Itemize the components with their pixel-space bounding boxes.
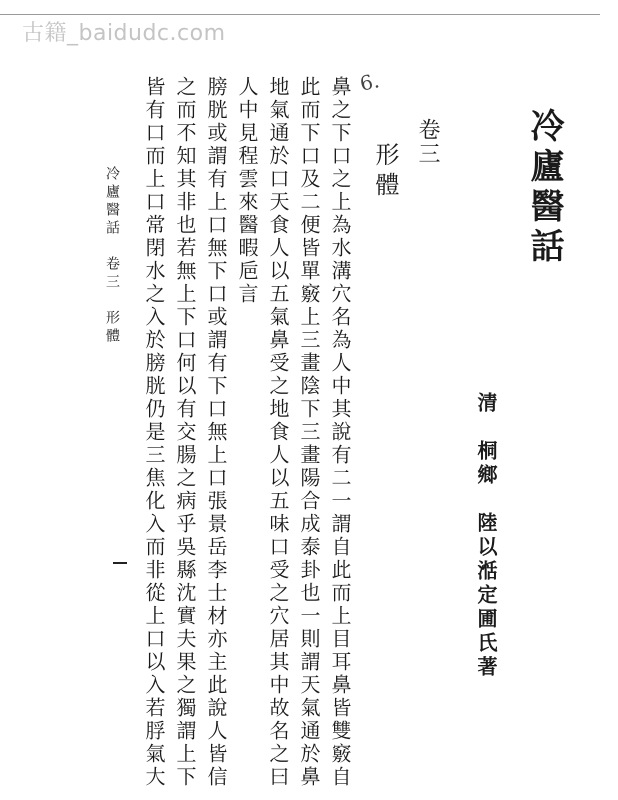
top-rule (0, 14, 600, 15)
volume-label: 卷三 (415, 118, 440, 166)
author-line: 清 桐鄉 陸以湉定圃氏著 (474, 392, 498, 680)
page-number-mark (113, 562, 127, 564)
handwritten-mark: 6. (357, 68, 382, 96)
body-column: 鼻之下口之上為水溝穴名為人中其說有二一謂自此而上目耳鼻皆雙竅自 (328, 76, 352, 789)
body-column: 皆有口而上口常閉水之入於膀胱仍是三焦化入而非從上口以入若脬氣大 (142, 76, 166, 789)
margin-label: 冷廬醫話 卷三 形體 (104, 166, 120, 346)
book-title: 冷廬醫話 (524, 108, 564, 268)
body-column: 之而不知其非也若無上下口何以有交腸之病乎吳縣沈實夫果之獨謂上下 (173, 76, 197, 789)
body-column: 地氣通於口天食人以五氣鼻受之地食人以五味口受之穴居其中故名之曰 (266, 76, 290, 789)
body-column: 膀胱或謂有上口無下口或謂有下口無上口張景岳李士材亦主此說人皆信 (204, 76, 228, 789)
body-column: 人中見程雲來醫暇巵言 (235, 76, 259, 306)
watermark: 古籍_baidudc.com (22, 21, 226, 46)
body-column: 此而下口及二便皆單竅上三畫陰下三畫陽合成泰卦也一則謂天氣通於鼻 (297, 76, 321, 789)
section-title: 形體 (371, 142, 399, 202)
